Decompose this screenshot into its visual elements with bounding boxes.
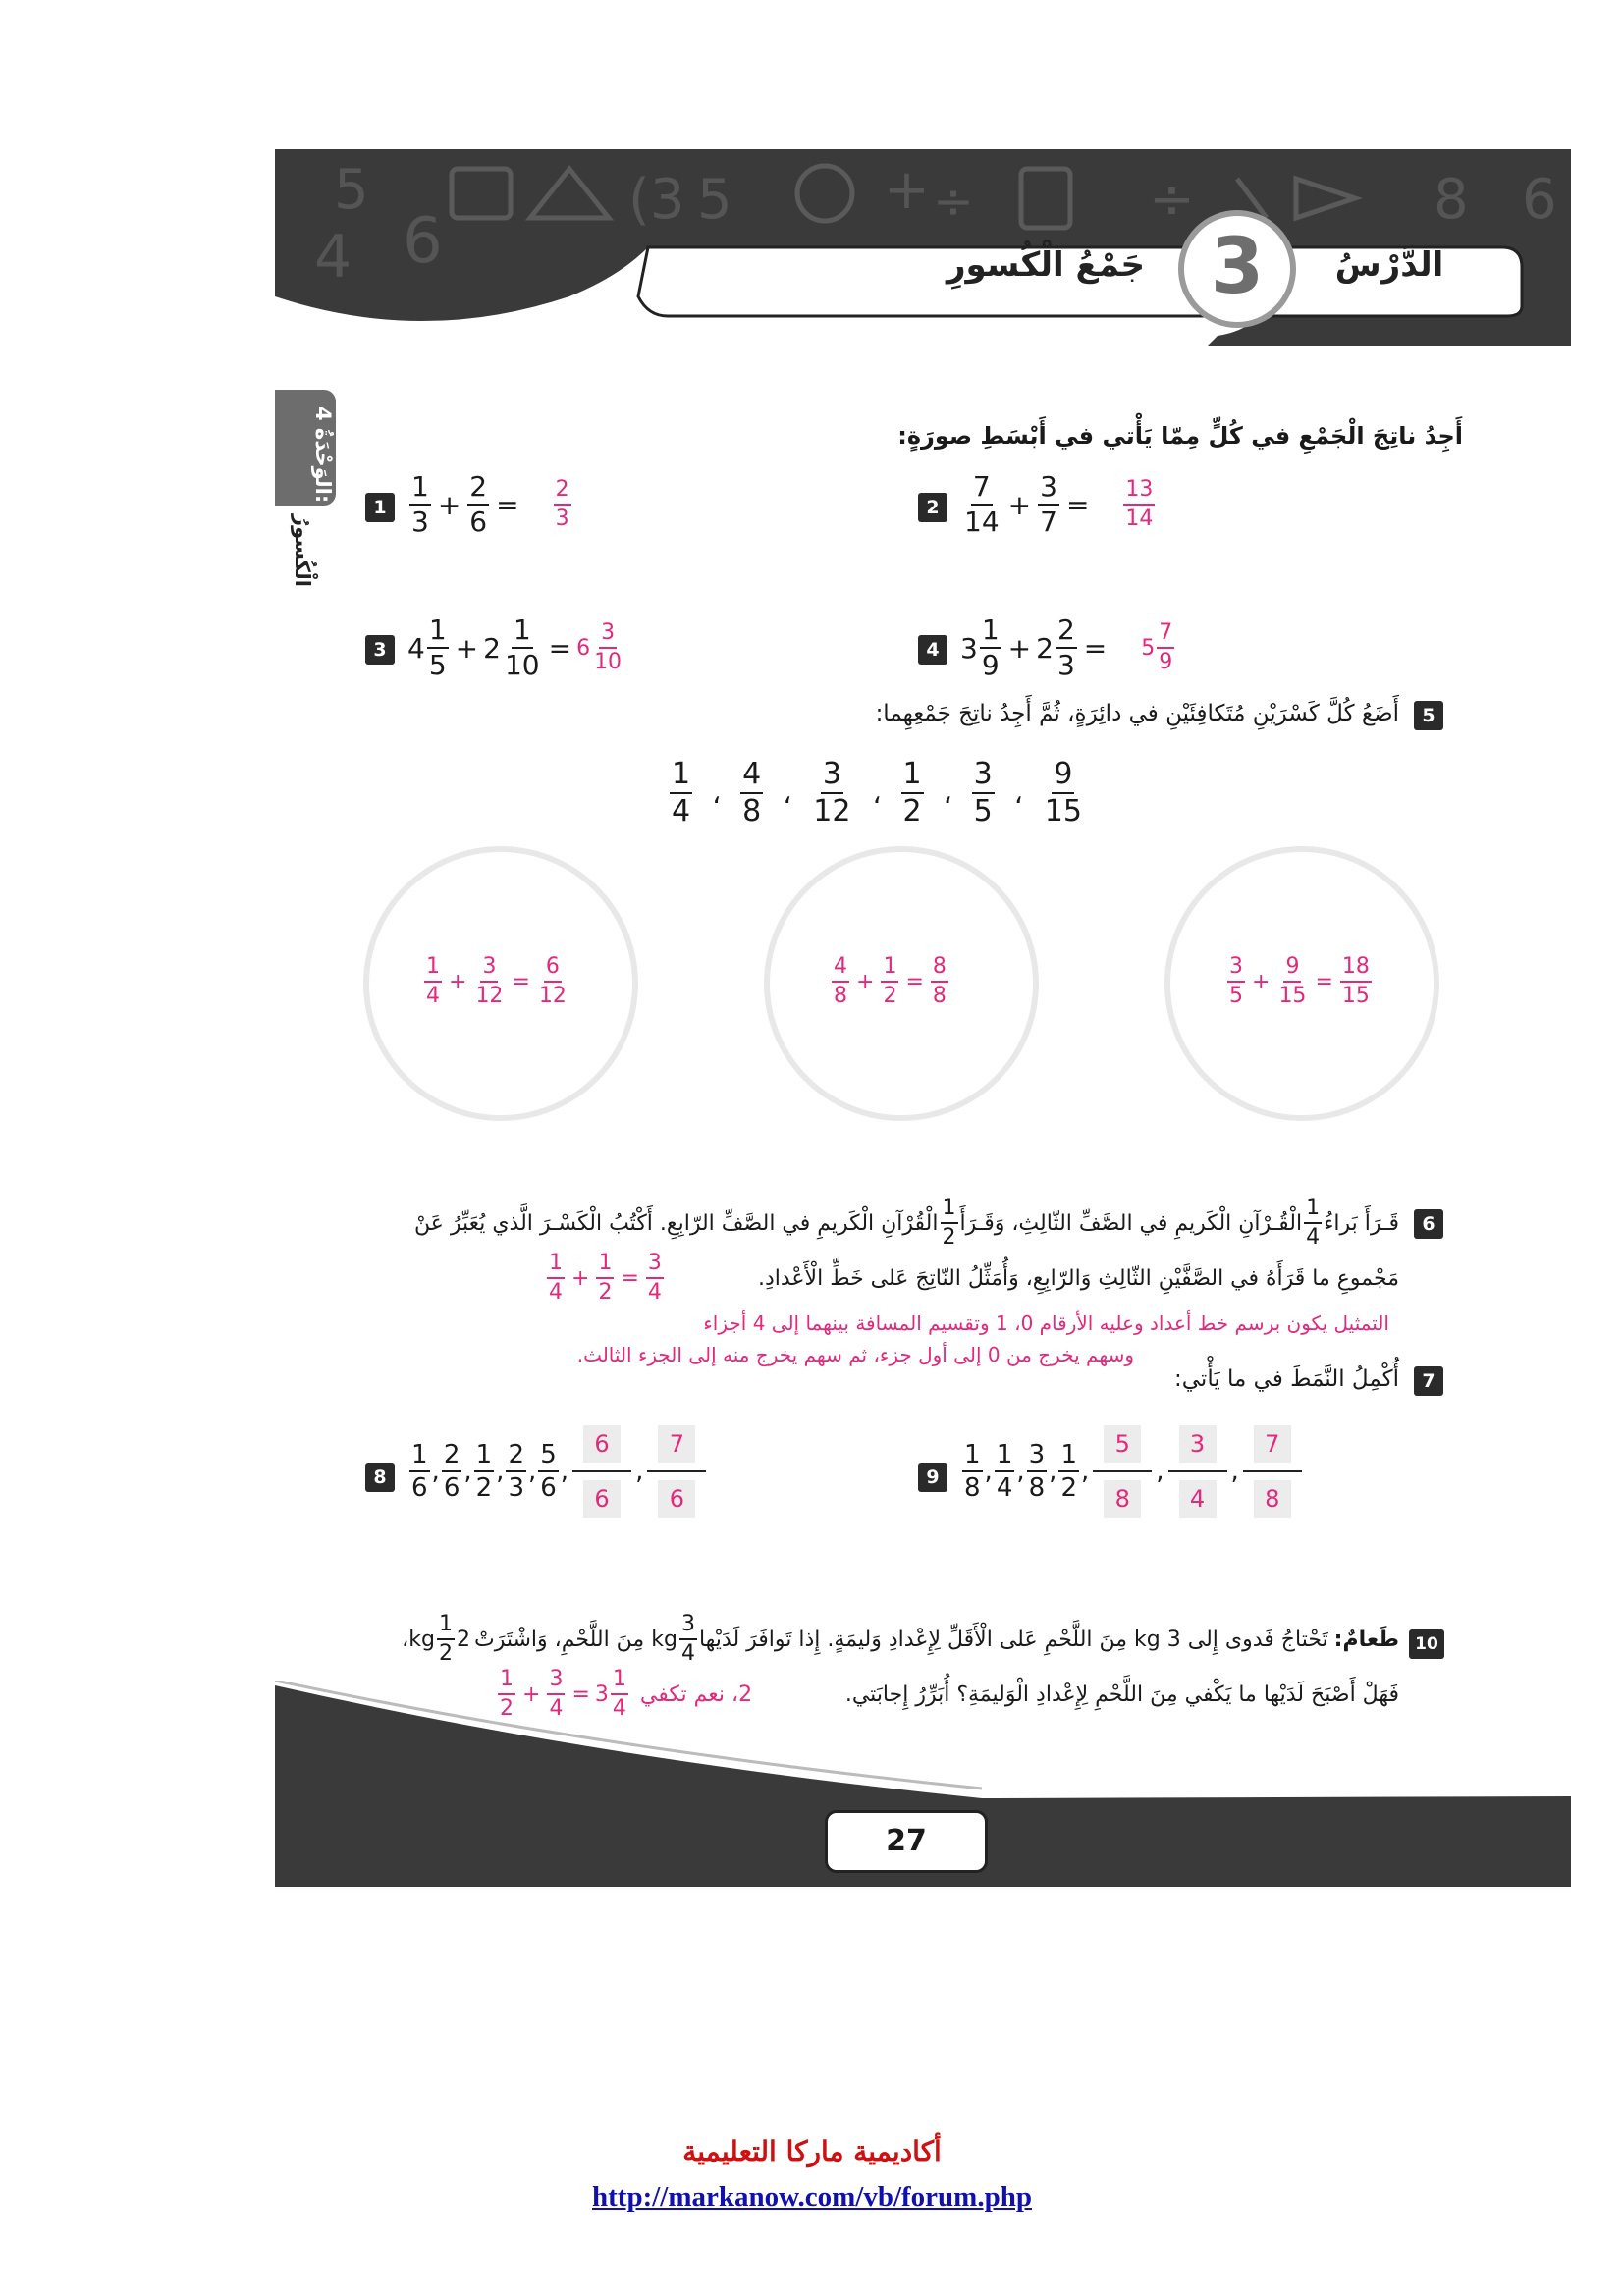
fraction: $\frac{18}{15}$ (1341, 954, 1370, 1008)
fraction: 1 5 (428, 614, 447, 681)
problem-2-equation: 7 14 + $\frac{3}{7}$ = $\frac{13}{14}$ (964, 470, 1154, 538)
fraction: 5 6 (540, 1440, 557, 1503)
fraction: 3 8 (1028, 1440, 1046, 1503)
svg-text:5: 5 (697, 168, 732, 232)
unit-name: الْكُسورُ (291, 514, 314, 587)
question-badge: 5 (1414, 701, 1443, 730)
question-10-line-2: فَهَلْ أَصْبَحَ لَدَيْها ما يَكْفي مِنَ اللَّحْمِ لِإِعْدادِ الْوَليمَةِ؟ أُبَرِّرُ إِجابَتي. (844, 1682, 1399, 1707)
problem-badge: 1 (365, 493, 395, 522)
fraction: 1 4 (672, 757, 691, 828)
fraction: 1 4 (1306, 1196, 1321, 1250)
question-6-answer: 1 4 + $\frac{1}{2}$ = $\frac{3}{4}$ (549, 1251, 662, 1305)
fraction: 1 2 (1060, 1440, 1077, 1503)
fraction: 1 4 (612, 1667, 626, 1721)
answer-box: 3 4 (1168, 1425, 1227, 1518)
academy-credit: أكاديمية ماركا التعليمية (682, 2135, 942, 2167)
problem-badge: 8 (365, 1463, 395, 1492)
question-badge: 7 (1414, 1366, 1443, 1396)
fraction: 1 2 (500, 1667, 514, 1721)
question-6-note-1: التمثيل يكون برسم خط أعداد وعليه الأرقام 0، 1 وتقسيم المسافة بينهما إلى 4 أجزاء (703, 1311, 1389, 1335)
question-5-text: أَضَعُ كُلَّ كَسْرَيْنِ مُتَكافِئَيْنِ في دائِرَةٍ، ثُمَّ أَجِدُ ناتِجَ جَمْعِهِما: (875, 701, 1399, 726)
problem-1-equation: 1 3 + $\frac{2}{6}$ = $\frac{2}{3}$ (411, 470, 569, 538)
fraction: 3 12 (813, 757, 851, 828)
svg-text:(3: (3 (628, 168, 685, 232)
page-number: 27 (825, 1810, 988, 1873)
fraction: 1 2 (902, 757, 922, 828)
answer-fraction: $\frac{13}{14}$ (1125, 477, 1154, 531)
svg-text:8: 8 (1434, 168, 1469, 232)
lesson-label: الدَّرْسُ (1334, 245, 1444, 285)
question-10-line-1: طَعامٌ: تَحْتاجُ فَدوى إِلى 3 kg مِنَ اللَّحْمِ عَلى الْأَقَلِّ لِإِعْدادِ وَليمَةٍ. إِذا تَوافَرَ لَدَيْها 3 4 kg مِنَ اللَّحْمِ، وَاشْتَرَتْ 2 1 2 kg، (402, 1612, 1399, 1666)
fraction: 1 2 (942, 1196, 956, 1250)
fraction: 1 2 (475, 1440, 493, 1503)
fraction: $\frac{9}{15}$ (1278, 954, 1307, 1008)
fraction: 1 6 (411, 1440, 428, 1503)
svg-text:÷: ÷ (933, 173, 974, 230)
fraction: 1 4 (549, 1251, 563, 1305)
problem-badge: 9 (918, 1463, 947, 1492)
answer-box: 7 8 (1243, 1425, 1302, 1518)
workbook-page (275, 149, 1571, 1887)
fraction: 1 3 (411, 470, 429, 538)
question-6-note-2: وسهم يخرج من 0 إلى أول جزء، ثم سهم يخرج منه إلى الجزء الثالث. (576, 1343, 1134, 1366)
answer-box: 5 8 (1093, 1425, 1152, 1518)
fraction: 9 15 (1044, 757, 1082, 828)
pattern-9: 1 8 , 1 4 , 3 8 , 1 2 , 5 8 , 3 4 , 7 8 (960, 1425, 1306, 1518)
fraction: 3 4 (680, 1612, 695, 1666)
question-10-answer: 1 2 + $\frac{3}{4}$ = 3 1 4 2، نعم تكفي (500, 1667, 753, 1721)
question-7-text: أُكْمِلُ النَّمَطَ في ما يَأْتي: (1174, 1366, 1399, 1392)
fraction: 2 3 (508, 1440, 524, 1503)
problem-badge: 2 (918, 493, 947, 522)
fraction: 7 14 (964, 470, 1000, 538)
problem-4-equation: 3 1 9 + 2 $\frac{2}{3}$ = 5 7 9 (960, 614, 1173, 681)
circle-1-expression: 1 4 + $\frac{3}{12}$ = $\frac{6}{12}$ (426, 954, 567, 1008)
answer-fraction: $\frac{2}{3}$ (555, 477, 569, 531)
circle-3-expression: 3 5 + $\frac{9}{15}$ = $\frac{18}{15}$ (1229, 954, 1370, 1008)
pattern-8: 1 6 , 2 6 , 1 2 , 2 3 , 5 6 , 6 6 , 7 6 (407, 1425, 710, 1518)
instruction-simplest-form: أَجِدُ ناتِجَ الْجَمْعِ في كُلٍّ مِمّا يَأْتي في أَبْسَطِ صورَةٍ: (897, 422, 1463, 450)
answer-whole: 5 (1141, 635, 1156, 661)
fraction: 1 4 (426, 954, 440, 1008)
fraction: 1 4 (996, 1440, 1013, 1503)
question-6-line-2: مَجْموعِ ما قَرَأَهُ في الصَّفَّيْنِ الثّالِثِ وَالرّابِعِ، وَأُمَثِّلُ النّاتِجَ عَلى خَطِّ الْأَعْدادِ. (757, 1266, 1399, 1291)
fraction: $\frac{2}{3}$ (1056, 614, 1075, 681)
fraction: 1 8 (964, 1440, 981, 1503)
answer-fraction: 7 9 (1159, 620, 1173, 674)
answer-box: 7 6 (647, 1425, 706, 1518)
svg-text:5: 5 (334, 158, 369, 222)
fraction: $\frac{3}{4}$ (647, 1251, 662, 1305)
svg-text:6: 6 (403, 205, 443, 278)
fraction: 3 5 (1229, 954, 1243, 1008)
unit-label: الوَحْدَةُ 4: (311, 406, 335, 504)
fraction: 2 6 (443, 1440, 460, 1503)
equivalent-fractions-list: 1 4 ، 4 8 ، 3 12 ، 1 2 ، 3 5 ، 9 15 (672, 757, 1082, 828)
fraction: $\frac{1}{2}$ (883, 954, 897, 1008)
problem-3-equation: 4 1 5 + 2 $\frac{1}{10}$ = 6 3 10 (407, 614, 623, 681)
circle-2-expression: 4 8 + $\frac{1}{2}$ = $\frac{8}{8}$ (834, 954, 947, 1008)
answer-box: 6 6 (572, 1425, 631, 1518)
answer-whole: 6 (576, 635, 591, 661)
fraction: $\frac{1}{10}$ (504, 614, 540, 681)
fraction: 1 2 (439, 1612, 453, 1666)
fraction: 4 8 (742, 757, 762, 828)
problem-badge: 4 (918, 635, 947, 665)
problem-badge: 3 (365, 635, 395, 665)
fraction: $\frac{8}{8}$ (932, 954, 947, 1008)
fraction: $\frac{6}{12}$ (538, 954, 567, 1008)
answer-fraction: 3 10 (594, 620, 623, 674)
question-badge: 10 (1409, 1629, 1444, 1659)
svg-text:4: 4 (314, 223, 352, 292)
svg-text:÷: ÷ (1149, 168, 1195, 232)
fraction: 4 8 (834, 954, 847, 1008)
lesson-title: جَمْعُ الْكُسورِ (946, 245, 1146, 285)
header-band (275, 149, 1571, 346)
fraction: $\frac{3}{4}$ (549, 1667, 564, 1721)
question-badge: 6 (1414, 1209, 1443, 1239)
fraction: $\frac{3}{7}$ (1040, 470, 1057, 538)
svg-text:6: 6 (1522, 168, 1557, 232)
svg-text:+: + (884, 158, 930, 222)
forum-link[interactable]: http://markanow.com/vb/forum.php (592, 2181, 1032, 2213)
fraction: $\frac{1}{2}$ (598, 1251, 613, 1305)
lesson-number: 3 (1178, 210, 1296, 328)
fraction: $\frac{3}{12}$ (475, 954, 504, 1008)
fraction: 1 9 (981, 614, 1000, 681)
question-6-line-1: قَـرَأَ بَراءُ 1 4 الْقُـرْآنِ الْكَريمِ في الصَّفِّ الثّالِثِ، وَقَـرَأَ 1 2 الْقُرْآنِ الْكَريمِ في الصَّفِّ الرّابِعِ. أَكْتُبُ الْكَسْـرَ الَّذي يُعَبِّرُ عَنْ (413, 1196, 1399, 1250)
fraction: $\frac{2}{6}$ (469, 470, 488, 538)
fraction: 3 5 (973, 757, 993, 828)
